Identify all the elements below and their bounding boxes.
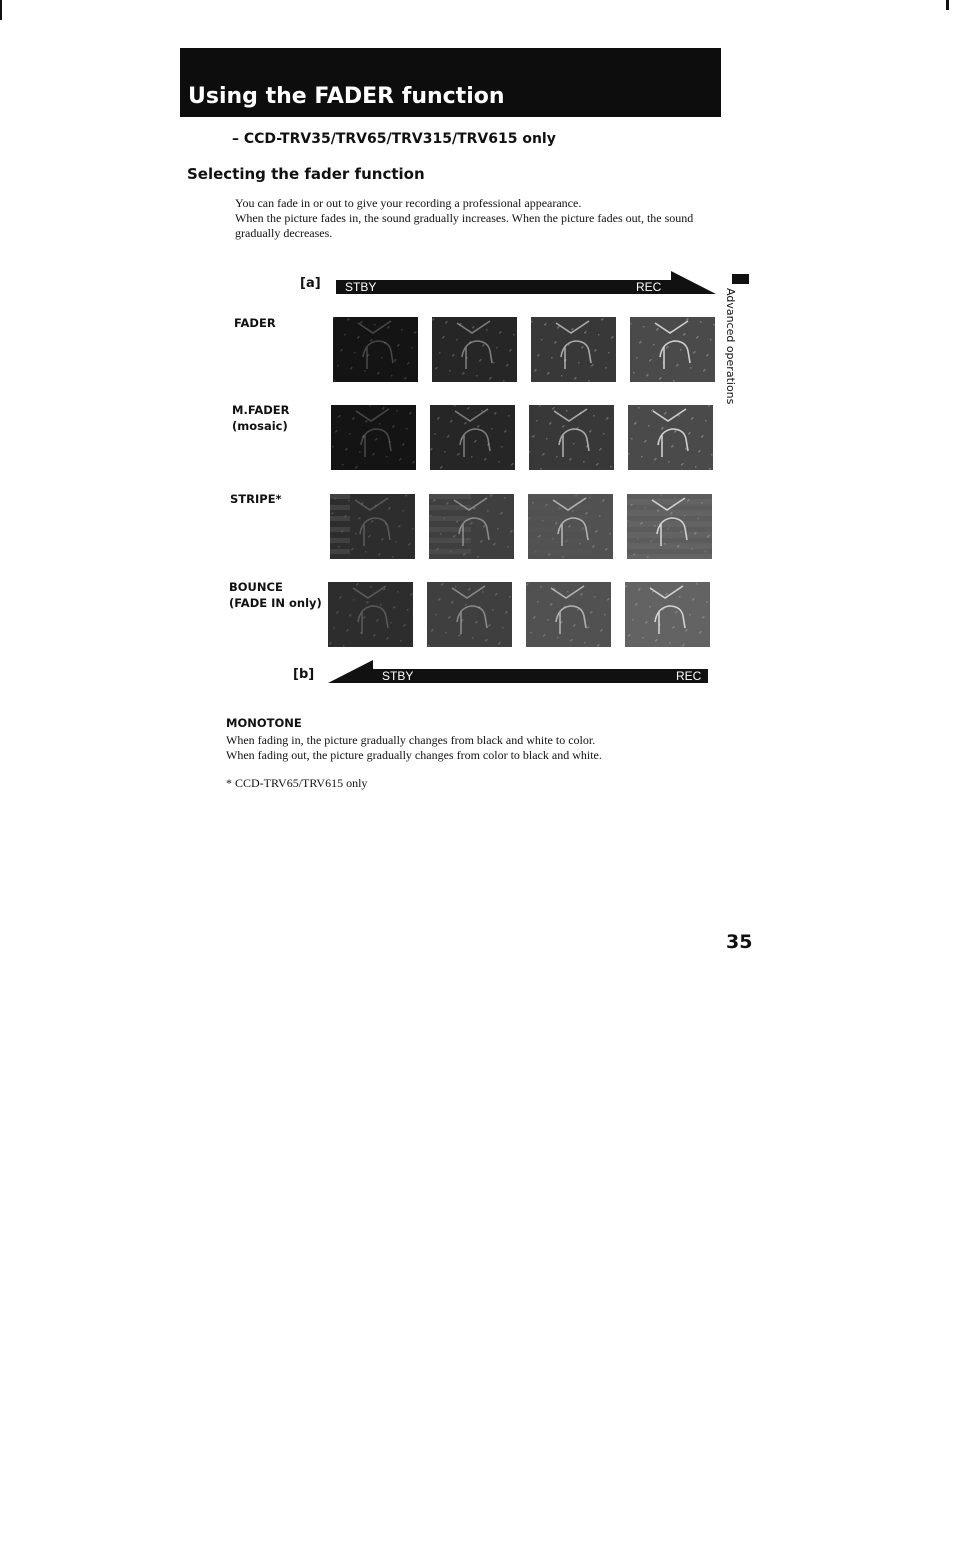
row-label-stripe: STRIPE* <box>230 492 282 506</box>
intro-line: You can fade in or out to give your recording a professional appearance. <box>235 196 582 210</box>
frame-stripe-3 <box>528 494 613 559</box>
side-tab-marker <box>732 274 749 284</box>
row-sublabel-mfader: (mosaic) <box>232 419 288 433</box>
frame-fader-4 <box>630 317 715 382</box>
side-tab-label <box>724 288 744 408</box>
monotone-line: When fading in, the picture gradually changes from black and white to color. <box>226 733 596 747</box>
frame-bounce-1 <box>328 582 413 647</box>
arrow-a <box>336 271 720 297</box>
frame-stripe-2 <box>429 494 514 559</box>
arrow-a-label: [a] <box>300 276 321 291</box>
row-label-fader: FADER <box>234 316 276 330</box>
frame-bounce-2 <box>427 582 512 647</box>
frame-bounce-4 <box>625 582 710 647</box>
frame-fader-3 <box>531 317 616 382</box>
frame-fader-2 <box>432 317 517 382</box>
frame-stripe-1 <box>330 494 415 559</box>
arrow-b-start: STBY <box>382 669 414 683</box>
section-heading: Selecting the fader function <box>187 165 425 183</box>
monotone-line: When fading out, the picture gradually changes from color to black and white. <box>226 748 602 762</box>
arrow-a-start: STBY <box>345 280 377 294</box>
frame-mfader-4 <box>628 405 713 470</box>
frame-fader-1 <box>333 317 418 382</box>
page-edge-mark-left <box>0 0 2 20</box>
monotone-text <box>226 733 746 763</box>
arrow-b-label: [b] <box>293 667 315 682</box>
footnote: * CCD-TRV65/TRV615 only <box>226 776 368 790</box>
frame-bounce-3 <box>526 582 611 647</box>
row-label-mfader: M.FADER <box>232 403 290 417</box>
frame-mfader-2 <box>430 405 515 470</box>
frame-mfader-1 <box>331 405 416 470</box>
row-sublabel-bounce: (FADE IN only) <box>229 596 322 610</box>
page-title: Using the FADER function <box>188 84 505 109</box>
monotone-heading: MONOTONE <box>226 716 302 730</box>
intro-line: When the picture fades in, the sound gradually increases. When the picture fades out, the sound gradually decreases. <box>235 211 694 240</box>
page-number: 35 <box>726 931 753 953</box>
page-edge-mark-right <box>946 0 949 10</box>
model-note: – CCD-TRV35/TRV65/TRV315/TRV615 only <box>232 131 556 147</box>
arrow-b-end: REC <box>676 669 702 683</box>
intro-text <box>235 196 715 241</box>
side-tab-text: Advanced operations <box>724 288 737 405</box>
arrow-a-end: REC <box>636 280 662 294</box>
row-label-bounce: BOUNCE <box>229 580 283 594</box>
frame-stripe-4 <box>627 494 712 559</box>
frame-mfader-3 <box>529 405 614 470</box>
